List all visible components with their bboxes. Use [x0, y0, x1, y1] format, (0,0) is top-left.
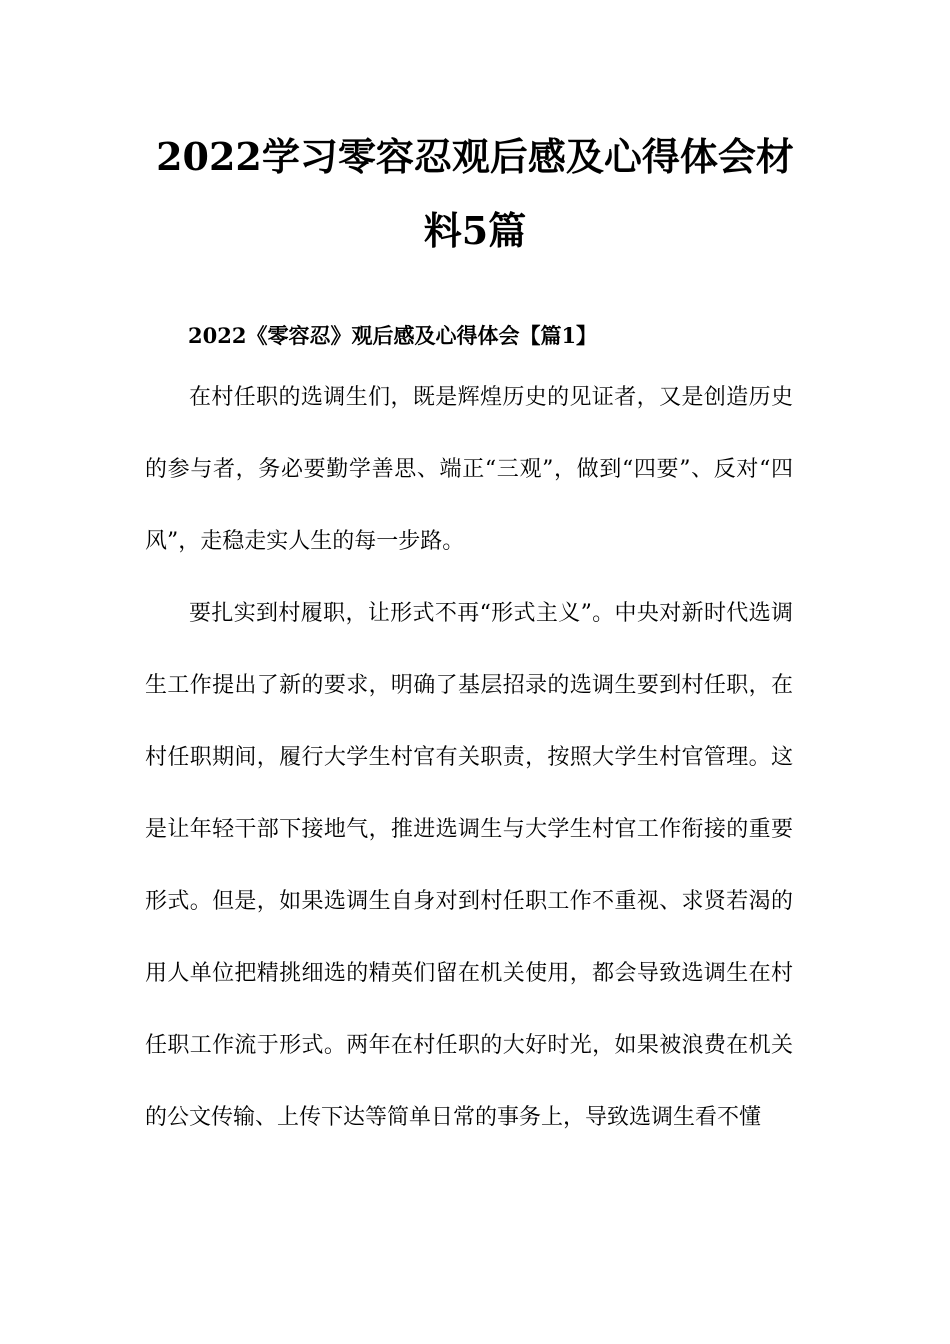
- paragraph-1: 在村任职的选调生们，既是辉煌历史的见证者，又是创造历史的参与者，务必要勤学善思、端正“三观”，做到“四要”、反对“四风”，走稳走实人生的每一步路。: [145, 385, 793, 554]
- document-body: [145, 362, 793, 1154]
- paragraph-2: 要扎实到村履职，让形式不再“形式主义”。中央对新时代选调生工作提出了新的要求，明确了基层招录的选调生要到村任职，在村任职期间，履行大学生村官有关职责，按照大学生村官管理。这是让年轻干部下接地气，推进选调生与大学生村官工作衔接的重要形式。但是，如果选调生自身对到村任职工作不重视、求贤若渴的用人单位把精挑细选的精英们留在机关使用，都会导致选调生在村任职工作流于形式。两年在村任职的大好时光，如果被浪费在机关的公文传输、上传下达等简单日常的事务上，导致选调生看不懂: [145, 601, 793, 1130]
- section-heading: 2022《零容忍》观后感及心得体会【篇1】: [188, 323, 598, 348]
- document-title: 2022学习零容忍观后感及心得体会材料5篇: [156, 134, 794, 253]
